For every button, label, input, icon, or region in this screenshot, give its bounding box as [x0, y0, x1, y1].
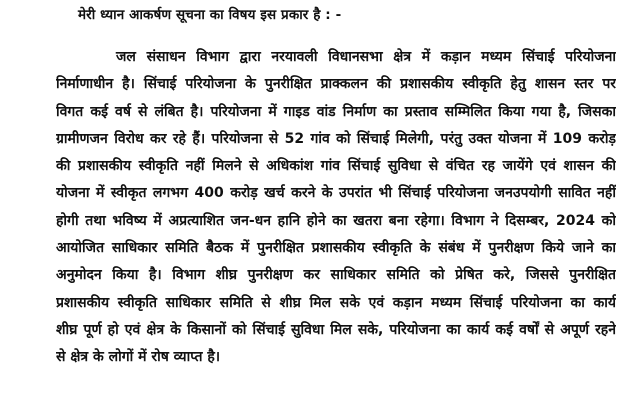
paragraph-line: आयोजित साधिकार समिति बैठक में पुनरीक्षित प्रशासकीय स्वीकृति के संबंध में पुनरीक्षण किये जाने का: [56, 240, 616, 257]
paragraph-line: निर्माणाधीन है। सिंचाई परियोजना के पुनरीक्षित प्राक्कलन की प्रशासकीय स्वीकृति हेतु शासन स्तर पर: [56, 76, 616, 93]
paragraph-line: अनुमोदन किया है। विभाग शीघ्र पुनरीक्षण कर साधिकार समिति को प्रेषित करे, जिससे पुनरीक्षित: [56, 267, 616, 284]
subject-heading: मेरी ध्यान आकर्षण सूचना का विषय इस प्रकार है : -: [78, 7, 342, 23]
paragraph-line: की प्रशासकीय स्वीकृति नहीं मिलने से अधिकांश गांव सिंचाई सुविधा से वंचित रह जायेंगे एवं शासन की: [56, 158, 616, 175]
paragraph-line: प्रशासकीय स्वीकृति साधिकार समिति से शीघ्र मिल सके एवं कड़ान मध्यम सिंचाई परियोजना का कार्य: [56, 294, 616, 311]
paragraph-line: शीघ्र पूर्ण हो एवं क्षेत्र के किसानों को सिंचाई सुविधा मिल सके, परियोजना का कार्य कई वर्षों से अपूर्ण रहने: [56, 321, 616, 338]
paragraph-line: होगी तथा भविष्य में अप्रत्याशित जन-धन हानि होने का खतरा बना रहेगा। विभाग ने दिसम्बर, 2024 को: [56, 212, 616, 229]
paragraph-line: से क्षेत्र के लोगों में रोष व्याप्त है।: [56, 349, 221, 366]
body-paragraph: [56, 44, 616, 372]
paragraph-line: जल संसाधन विभाग द्वारा नरयावली विधानसभा क्षेत्र में कड़ान मध्यम सिंचाई परियोजना: [116, 49, 616, 65]
paragraph-line: ग्रामीणजन विरोध कर रहे हैं। परियोजना से 52 गांव को सिंचाई मिलेगी, परंतु उक्त योजना में 109 करोड़: [56, 130, 616, 147]
paragraph-line: विगत कई वर्ष से लंबित है। परियोजना में गाइड वांड निर्माण का प्रस्ताव सम्मिलित किया गया है, जिसका: [56, 103, 616, 120]
paragraph-line: योजना में स्वीकृत लगभग 400 करोड़ खर्च करने के उपरांत भी सिंचाई परियोजना जनउपयोगी सावित नहीं: [56, 185, 616, 202]
